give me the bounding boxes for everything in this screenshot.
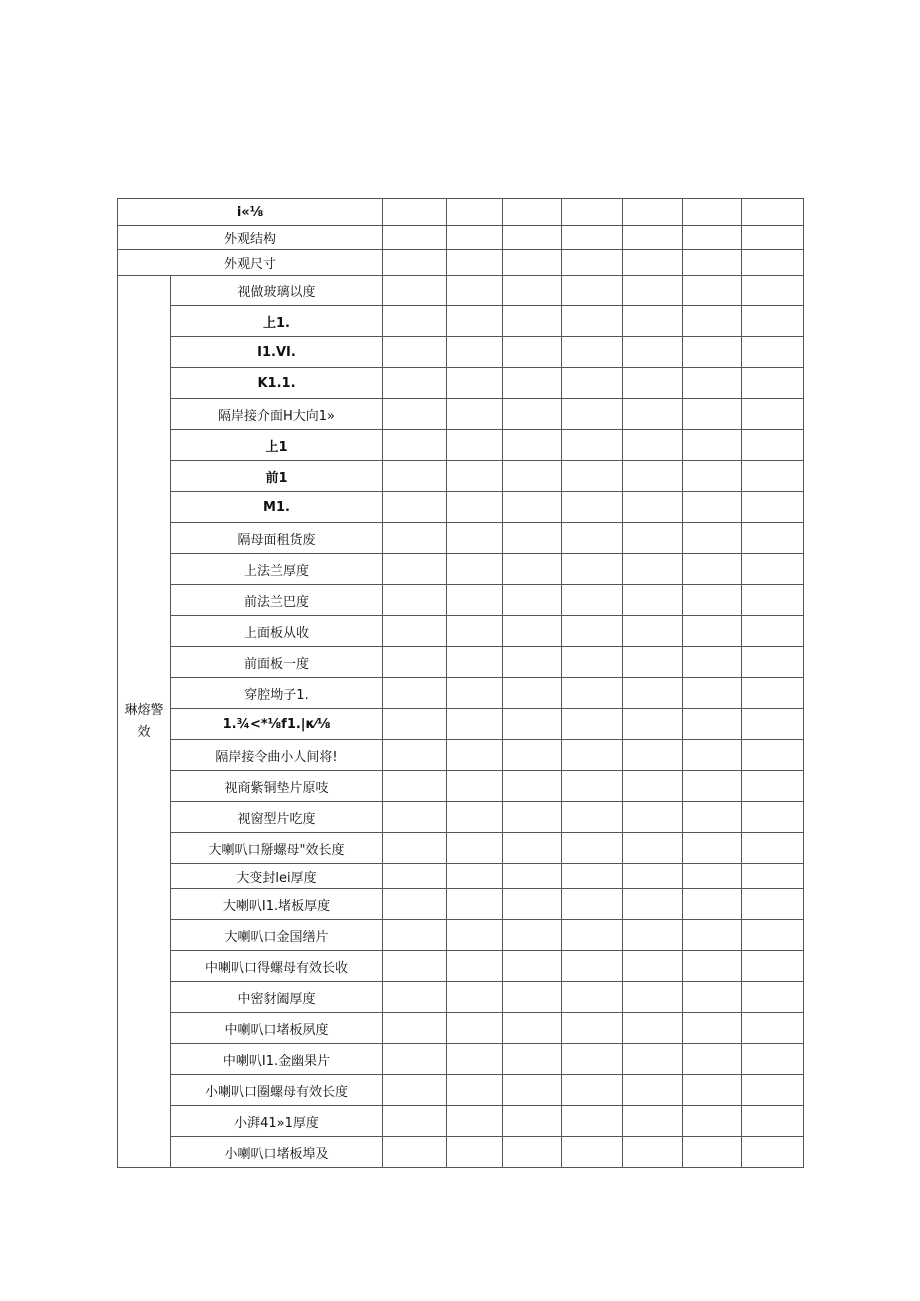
empty-cell: [383, 889, 447, 920]
empty-cell: [623, 523, 683, 554]
empty-cell: [742, 430, 804, 461]
group-label: 琳熔警效: [118, 276, 171, 1168]
empty-cell: [447, 678, 503, 709]
empty-cell: [503, 920, 562, 951]
empty-cell: [683, 616, 742, 647]
empty-cell: [383, 864, 447, 889]
empty-cell: [383, 306, 447, 337]
empty-cell: [447, 951, 503, 982]
empty-cell: [623, 802, 683, 833]
empty-cell: [683, 647, 742, 678]
table-row: [118, 276, 804, 306]
empty-cell: [623, 616, 683, 647]
table-row: [118, 1106, 804, 1137]
empty-cell: [623, 982, 683, 1013]
empty-cell: [503, 306, 562, 337]
empty-cell: [447, 771, 503, 802]
empty-cell: [447, 1137, 503, 1168]
empty-cell: [383, 492, 447, 523]
row-label: 穿腔坳子1.: [171, 678, 383, 709]
row-label: 大喇叭口金国缮片: [171, 920, 383, 951]
empty-cell: [503, 1137, 562, 1168]
table-row: [118, 585, 804, 616]
empty-cell: [383, 1044, 447, 1075]
row-label: K1.1.: [171, 368, 383, 399]
empty-cell: [683, 368, 742, 399]
empty-cell: [562, 982, 623, 1013]
empty-cell: [383, 709, 447, 740]
empty-cell: [562, 616, 623, 647]
empty-cell: [683, 585, 742, 616]
empty-cell: [383, 1137, 447, 1168]
empty-cell: [562, 337, 623, 368]
empty-cell: [623, 554, 683, 585]
empty-cell: [623, 199, 683, 226]
empty-cell: [383, 430, 447, 461]
empty-cell: [623, 771, 683, 802]
table-row: [118, 889, 804, 920]
table-row: [118, 1013, 804, 1044]
empty-cell: [383, 226, 447, 250]
row-label: 视做玻璃以度: [171, 276, 383, 306]
empty-cell: [742, 802, 804, 833]
table-row: [118, 399, 804, 430]
empty-cell: [683, 1013, 742, 1044]
empty-cell: [447, 616, 503, 647]
empty-cell: [683, 226, 742, 250]
empty-cell: [623, 368, 683, 399]
table-row: [118, 864, 804, 889]
empty-cell: [623, 399, 683, 430]
empty-cell: [683, 864, 742, 889]
row-label: 视商紫铜垫片原吱: [171, 771, 383, 802]
row-label: 大喇叭I1.堵板厚度: [171, 889, 383, 920]
empty-cell: [623, 1013, 683, 1044]
row-label: 大变封lei厚度: [171, 864, 383, 889]
empty-cell: [742, 199, 804, 226]
empty-cell: [683, 740, 742, 771]
empty-cell: [742, 492, 804, 523]
empty-cell: [383, 802, 447, 833]
empty-cell: [683, 199, 742, 226]
empty-cell: [383, 616, 447, 647]
empty-cell: [383, 1013, 447, 1044]
empty-cell: [742, 616, 804, 647]
row-label: 隔岸接介面H大向1»: [171, 399, 383, 430]
table-row: [118, 554, 804, 585]
table-row: [118, 430, 804, 461]
empty-cell: [683, 951, 742, 982]
empty-cell: [447, 554, 503, 585]
empty-cell: [742, 250, 804, 276]
empty-cell: [562, 492, 623, 523]
empty-cell: [383, 678, 447, 709]
empty-cell: [623, 1075, 683, 1106]
empty-cell: [562, 678, 623, 709]
row-label: 小湃41»1厚度: [171, 1106, 383, 1137]
empty-cell: [503, 1106, 562, 1137]
empty-cell: [742, 1013, 804, 1044]
empty-cell: [623, 709, 683, 740]
empty-cell: [742, 226, 804, 250]
empty-cell: [503, 461, 562, 492]
empty-cell: [562, 554, 623, 585]
empty-cell: [383, 951, 447, 982]
empty-cell: [562, 802, 623, 833]
empty-cell: [447, 585, 503, 616]
empty-cell: [562, 833, 623, 864]
empty-cell: [503, 802, 562, 833]
row-label: 1.¾<*⅛f1.|κ⁄⅛: [171, 709, 383, 740]
table-row: [118, 833, 804, 864]
empty-cell: [562, 523, 623, 554]
empty-cell: [742, 1044, 804, 1075]
table-row: [118, 616, 804, 647]
empty-cell: [742, 554, 804, 585]
empty-cell: [447, 276, 503, 306]
table-row: [118, 802, 804, 833]
empty-cell: [683, 250, 742, 276]
table-row: [118, 461, 804, 492]
empty-cell: [742, 951, 804, 982]
table-body: [118, 199, 804, 1168]
table-row: [118, 523, 804, 554]
table-row: [118, 1044, 804, 1075]
empty-cell: [623, 226, 683, 250]
empty-cell: [742, 647, 804, 678]
empty-cell: [503, 951, 562, 982]
row-label: 中喇叭I1.金幽果片: [171, 1044, 383, 1075]
empty-cell: [742, 1137, 804, 1168]
empty-cell: [383, 771, 447, 802]
table-row: [118, 226, 804, 250]
empty-cell: [383, 276, 447, 306]
empty-cell: [562, 199, 623, 226]
table-row: [118, 492, 804, 523]
empty-cell: [447, 920, 503, 951]
empty-cell: [503, 740, 562, 771]
empty-cell: [503, 678, 562, 709]
empty-cell: [503, 492, 562, 523]
empty-cell: [562, 461, 623, 492]
empty-cell: [742, 523, 804, 554]
empty-cell: [623, 337, 683, 368]
empty-cell: [562, 226, 623, 250]
empty-cell: [447, 647, 503, 678]
empty-cell: [447, 1044, 503, 1075]
empty-cell: [447, 250, 503, 276]
empty-cell: [503, 399, 562, 430]
row-label: 上法兰厚度: [171, 554, 383, 585]
table-row: [118, 306, 804, 337]
table-row: [118, 678, 804, 709]
empty-cell: [683, 678, 742, 709]
empty-cell: [383, 399, 447, 430]
empty-cell: [562, 647, 623, 678]
row-label: 视窗型片吃度: [171, 802, 383, 833]
empty-cell: [503, 523, 562, 554]
row-label: 隔岸接令曲小人间将!: [171, 740, 383, 771]
row-label: 大喇叭口掰螺母"效长度: [171, 833, 383, 864]
empty-cell: [447, 399, 503, 430]
empty-cell: [503, 1013, 562, 1044]
table-row: [118, 337, 804, 368]
empty-cell: [683, 1044, 742, 1075]
empty-cell: [683, 492, 742, 523]
empty-cell: [562, 399, 623, 430]
row-label: 上1.: [171, 306, 383, 337]
empty-cell: [623, 920, 683, 951]
row-label: 中喇叭口得螺母有效长收: [171, 951, 383, 982]
row-label: 小喇叭口堵板埠及: [171, 1137, 383, 1168]
empty-cell: [623, 1106, 683, 1137]
empty-cell: [447, 982, 503, 1013]
table-row: [118, 920, 804, 951]
row-label: 中喇叭口堵板夙度: [171, 1013, 383, 1044]
empty-cell: [562, 889, 623, 920]
empty-cell: [623, 1137, 683, 1168]
empty-cell: [562, 1044, 623, 1075]
empty-cell: [383, 833, 447, 864]
empty-cell: [742, 1075, 804, 1106]
empty-cell: [447, 492, 503, 523]
empty-cell: [623, 740, 683, 771]
empty-cell: [742, 399, 804, 430]
empty-cell: [503, 337, 562, 368]
empty-cell: [683, 523, 742, 554]
empty-cell: [562, 740, 623, 771]
empty-cell: [742, 585, 804, 616]
table-row: [118, 250, 804, 276]
empty-cell: [447, 199, 503, 226]
empty-cell: [742, 920, 804, 951]
empty-cell: [562, 276, 623, 306]
empty-cell: [683, 399, 742, 430]
table-row: [118, 368, 804, 399]
empty-cell: [447, 709, 503, 740]
table-row: [118, 1075, 804, 1106]
empty-cell: [562, 306, 623, 337]
empty-cell: [503, 554, 562, 585]
empty-cell: [623, 492, 683, 523]
empty-cell: [503, 889, 562, 920]
empty-cell: [742, 889, 804, 920]
empty-cell: [447, 337, 503, 368]
empty-cell: [503, 1075, 562, 1106]
header-label: i«⅛: [118, 199, 383, 226]
row-label: 小喇叭口圈螺母有效长度: [171, 1075, 383, 1106]
empty-cell: [383, 250, 447, 276]
empty-cell: [447, 889, 503, 920]
row-label: 前1: [171, 461, 383, 492]
empty-cell: [503, 616, 562, 647]
empty-cell: [623, 833, 683, 864]
row-label: 上1: [171, 430, 383, 461]
table-row: [118, 1137, 804, 1168]
empty-cell: [503, 585, 562, 616]
empty-cell: [623, 306, 683, 337]
empty-cell: [623, 430, 683, 461]
empty-cell: [623, 276, 683, 306]
empty-cell: [683, 554, 742, 585]
empty-cell: [623, 647, 683, 678]
empty-cell: [562, 864, 623, 889]
empty-cell: [623, 250, 683, 276]
empty-cell: [503, 709, 562, 740]
empty-cell: [562, 368, 623, 399]
empty-cell: [742, 740, 804, 771]
empty-cell: [683, 306, 742, 337]
empty-cell: [447, 461, 503, 492]
row-label: 中密豺阖厚度: [171, 982, 383, 1013]
empty-cell: [742, 709, 804, 740]
empty-cell: [683, 430, 742, 461]
empty-cell: [383, 199, 447, 226]
empty-cell: [503, 250, 562, 276]
empty-cell: [383, 585, 447, 616]
empty-cell: [503, 647, 562, 678]
empty-cell: [683, 461, 742, 492]
empty-cell: [742, 337, 804, 368]
empty-cell: [562, 951, 623, 982]
empty-cell: [383, 337, 447, 368]
empty-cell: [742, 864, 804, 889]
empty-cell: [447, 1106, 503, 1137]
table-header-row: [118, 199, 804, 226]
empty-cell: [503, 226, 562, 250]
empty-cell: [683, 889, 742, 920]
row-label: 前面板一度: [171, 647, 383, 678]
empty-cell: [562, 920, 623, 951]
empty-cell: [447, 523, 503, 554]
empty-cell: [623, 461, 683, 492]
empty-cell: [562, 771, 623, 802]
empty-cell: [623, 585, 683, 616]
empty-cell: [683, 982, 742, 1013]
empty-cell: [562, 430, 623, 461]
row-label: 外观结构: [118, 226, 383, 250]
empty-cell: [383, 647, 447, 678]
table-row: [118, 982, 804, 1013]
empty-cell: [562, 585, 623, 616]
empty-cell: [383, 920, 447, 951]
empty-cell: [503, 430, 562, 461]
empty-cell: [742, 306, 804, 337]
table-row: [118, 709, 804, 740]
empty-cell: [383, 461, 447, 492]
empty-cell: [623, 951, 683, 982]
empty-cell: [562, 709, 623, 740]
empty-cell: [742, 833, 804, 864]
empty-cell: [447, 430, 503, 461]
empty-cell: [383, 1106, 447, 1137]
empty-cell: [742, 678, 804, 709]
empty-cell: [683, 833, 742, 864]
empty-cell: [503, 199, 562, 226]
empty-cell: [683, 1075, 742, 1106]
inspection-table: [117, 198, 804, 1168]
empty-cell: [683, 709, 742, 740]
empty-cell: [683, 337, 742, 368]
empty-cell: [683, 802, 742, 833]
empty-cell: [623, 889, 683, 920]
row-label: I1.VI.: [171, 337, 383, 368]
empty-cell: [742, 1106, 804, 1137]
empty-cell: [383, 523, 447, 554]
empty-cell: [447, 1075, 503, 1106]
empty-cell: [623, 1044, 683, 1075]
empty-cell: [562, 1137, 623, 1168]
empty-cell: [742, 771, 804, 802]
table-row: [118, 771, 804, 802]
empty-cell: [742, 461, 804, 492]
empty-cell: [383, 982, 447, 1013]
empty-cell: [623, 678, 683, 709]
empty-cell: [742, 982, 804, 1013]
empty-cell: [562, 1013, 623, 1044]
row-label: 上面板从收: [171, 616, 383, 647]
empty-cell: [447, 833, 503, 864]
empty-cell: [742, 368, 804, 399]
empty-cell: [562, 1106, 623, 1137]
row-label: 外观尺寸: [118, 250, 383, 276]
row-label: 隔母面租货废: [171, 523, 383, 554]
empty-cell: [503, 833, 562, 864]
empty-cell: [447, 1013, 503, 1044]
empty-cell: [503, 368, 562, 399]
empty-cell: [503, 982, 562, 1013]
table-row: [118, 647, 804, 678]
empty-cell: [623, 864, 683, 889]
empty-cell: [447, 306, 503, 337]
row-label: M1.: [171, 492, 383, 523]
empty-cell: [383, 368, 447, 399]
empty-cell: [447, 368, 503, 399]
row-label: 前法兰巴度: [171, 585, 383, 616]
empty-cell: [503, 276, 562, 306]
empty-cell: [447, 802, 503, 833]
empty-cell: [562, 250, 623, 276]
table-row: [118, 951, 804, 982]
empty-cell: [742, 276, 804, 306]
empty-cell: [683, 1106, 742, 1137]
empty-cell: [683, 920, 742, 951]
empty-cell: [503, 1044, 562, 1075]
empty-cell: [383, 740, 447, 771]
empty-cell: [683, 276, 742, 306]
empty-cell: [447, 226, 503, 250]
table-row: [118, 740, 804, 771]
empty-cell: [447, 864, 503, 889]
empty-cell: [683, 771, 742, 802]
empty-cell: [447, 740, 503, 771]
empty-cell: [683, 1137, 742, 1168]
empty-cell: [503, 771, 562, 802]
empty-cell: [503, 864, 562, 889]
empty-cell: [562, 1075, 623, 1106]
empty-cell: [383, 1075, 447, 1106]
empty-cell: [383, 554, 447, 585]
